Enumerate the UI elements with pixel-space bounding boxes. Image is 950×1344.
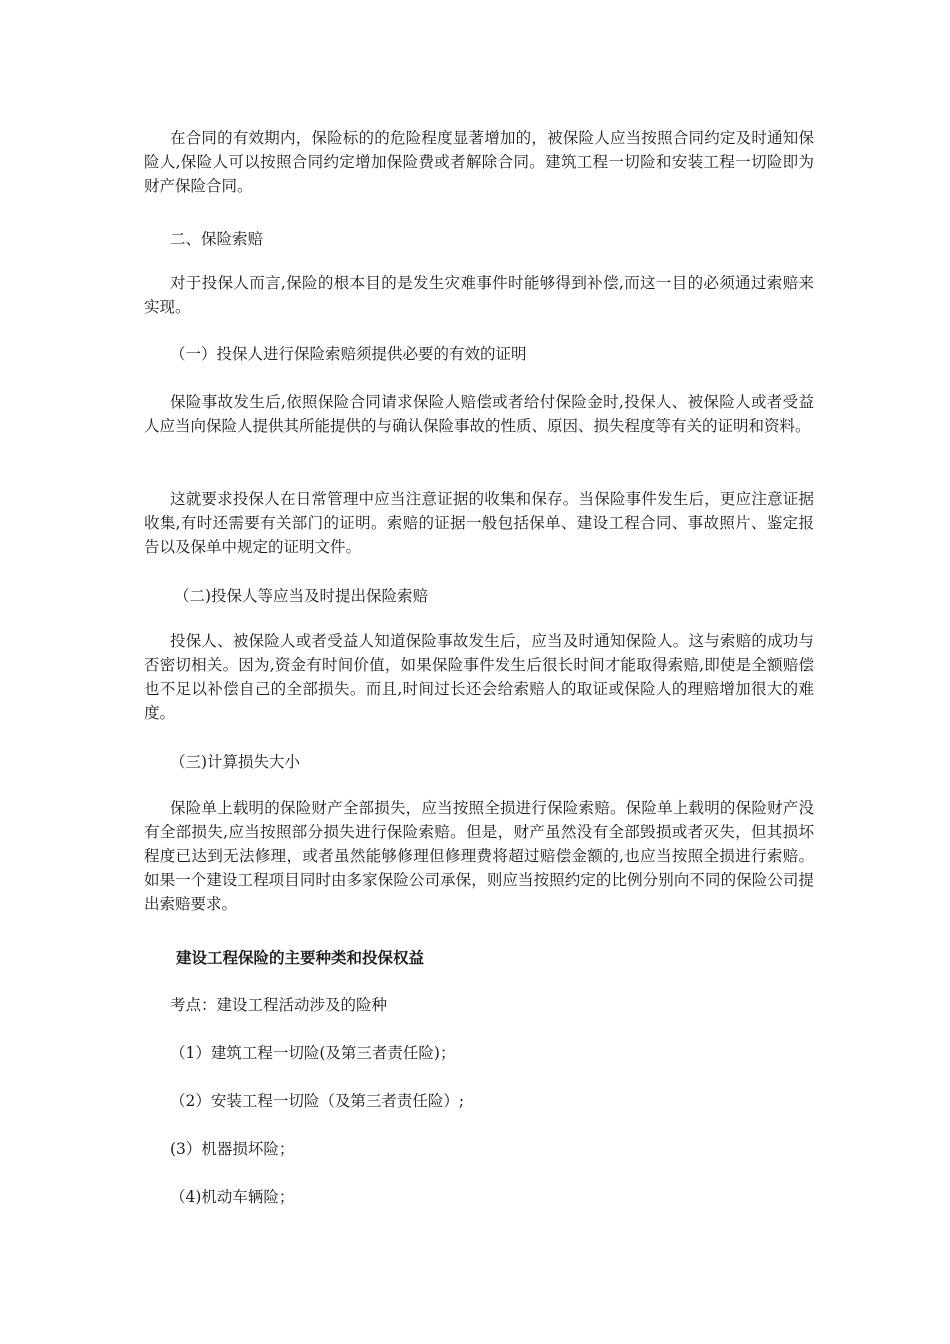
subheading-claim-proof: （一）投保人进行保险索赔须提供必要的有效的证明 [170, 345, 527, 363]
subheading-loss-calculation: （三)计算损失大小 [170, 753, 301, 771]
paragraph-contract-validity: 在合同的有效期内，保险标的的危险程度显著增加的，被保险人应当按照合同约定及时通知保险人,保险人可以按照合同约定增加保险费或者解除合同。建筑工程一切险和安装工程一切险即为财产保险合同。 [144, 129, 814, 195]
list-item-construction-all-risks: （1）建筑工程一切险(及第三者责任险)； [170, 1044, 456, 1062]
list-item-motor-vehicle: （4)机动车辆险； [170, 1188, 295, 1206]
paragraph-claim-documents: 保险事故发生后,依照保险合同请求保险人赔偿或者给付保险金时,投保人、被保险人或者受益人应当向保险人提供其所能提供的与确认保险事故的性质、原因、损失程度等有关的证明和资料。 [144, 393, 814, 435]
subheading-timely-claim: （二)投保人等应当及时提出保险索赔 [174, 587, 429, 605]
bold-heading-insurance-types: 建设工程保险的主要种类和投保权益 [176, 948, 425, 967]
paragraph-evidence-collection: 这就要求投保人在日常管理中应当注意证据的收集和保存。当保险事件发生后，更应注意证据收集,有时还需要有关部门的证明。索赔的证据一般包括保单、建设工程合同、事故照片、鉴定报告以及保单中规定的证明文件。 [144, 490, 814, 556]
list-item-installation-all-risks: （2）安装工程一切险（及第三者责任险）; [170, 1092, 465, 1110]
heading-exam-point: 考点：建设工程活动涉及的险种 [170, 996, 388, 1014]
paragraph-claim-purpose: 对于投保人而言,保险的根本目的是发生灾难事件时能够得到补偿,而这一目的必须通过索赔来实现。 [144, 274, 814, 316]
paragraph-timely-notification: 投保人、被保险人或者受益人知道保险事故发生后，应当及时通知保险人。这与索赔的成功与否密切相关。因为,资金有时间价值，如果保险事件发生后很长时间才能取得索赔,即使是全额赔偿也不足以补偿自己的全部损失。而且,时间过长还会给索赔人的取证或保险人的理赔增加很大的难度。 [144, 632, 814, 722]
list-item-machinery-breakdown: (3）机器损坏险； [170, 1140, 295, 1158]
section-heading-insurance-claim: 二、保险索赔 [170, 230, 264, 248]
paragraph-loss-assessment: 保险单上载明的保险财产全部损失，应当按照全损进行保险索赔。保险单上载明的保险财产没有全部损失,应当按照部分损失进行保险索赔。但是，财产虽然没有全部毁损或者灭失，但其损坏程度已达到无法修理，或者虽然能够修理但修理费将超过赔偿金额的,也应当按照全损进行索赔。如果一个建设工程项目同时由多家保险公司承保，则应当按照约定的比例分别向不同的保险公司提出索赔要求。 [144, 799, 814, 913]
